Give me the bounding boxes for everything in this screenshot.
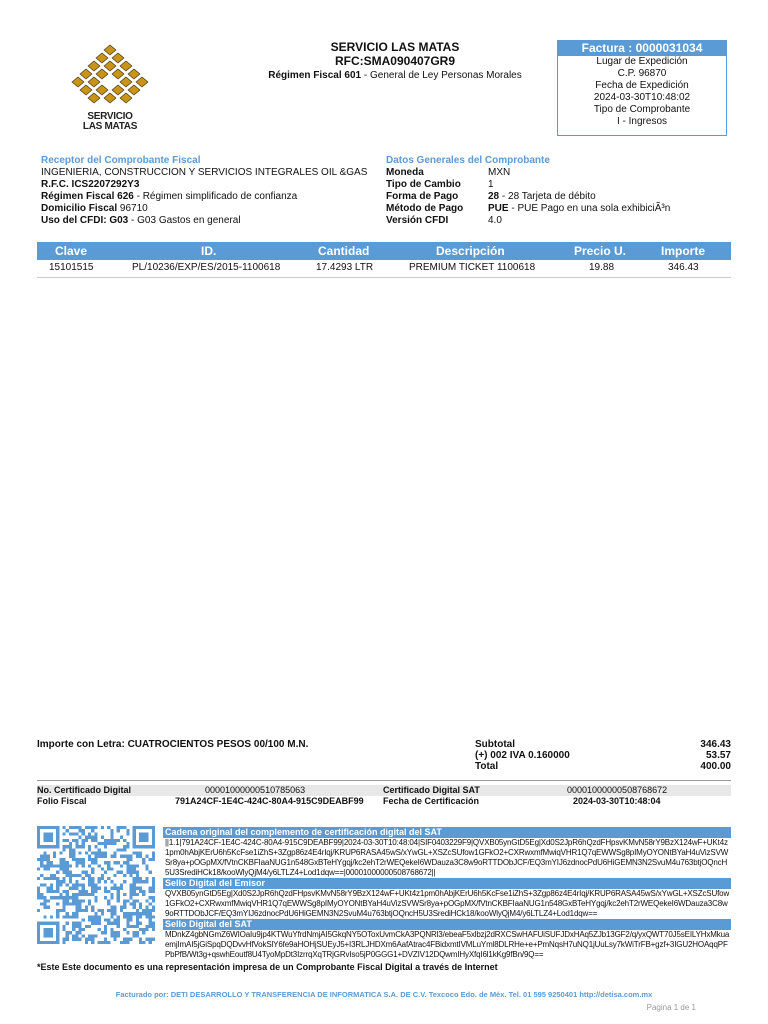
logo-diamond (120, 61, 132, 71)
cell-precio: 19.88 (589, 262, 615, 273)
logo-text-1: SERVICIO (87, 111, 133, 122)
datos-title: Datos Generales del Comprobante (386, 155, 550, 166)
col-descripcion: Descripción (436, 244, 505, 258)
footer-provider: Facturado por: DETI DESARROLLO Y TRANSFERENCIA DE INFORMATICA S.A. DE C.V. Texcoco Edo. de Méx. Tel. 01 595 9250401 http://detisa.com.mx (115, 990, 653, 999)
folio-value: 791A24CF-1E4C-424C-80A4-915C9DEABF99 (175, 796, 364, 806)
fecha-cert-value: 2024-03-30T10:48:04 (573, 796, 661, 806)
receptor-domicilio-value: 96710 (117, 203, 148, 214)
cert-sat-value: 00001000000508768672 (567, 785, 668, 795)
moneda-value: MXN (488, 167, 511, 178)
sello-emisor-text: QVXB05ynGtD5Eg|Xd0S2JpR6hQzdFHpsvKMvN58rY9BzX124wF+UKt4z1pm0hAbjKErU6h5KcFse1iZhS+3Zgp86z4E4rIqj/KRUP6RASA45wS/xYwGL+XSZcSUfow1GFkO2+CXRwxmfMwiqVHR1Q7qEWWSg8pIMyOYONtBYaH4uVizSVWSr8ya+pOGpMX/fVtnCKBFIaaNUG1n548GxBTeHYgqj/kc2ehT2rWEQekeI6WDauza3C8w9oRTTDObJCF/EQ3mYIJ6zdnocPdU6HiGEMN3N2SvuM4u763btjOQncH5U3SrediHCk18/kooWlyQjM4/y6LTLZ4+Lod1dqw== (165, 889, 730, 918)
tipo-comprobante: I - Ingresos (616, 116, 668, 127)
receptor-rfc-label: R.F.C. ICS2207292Y3 (41, 179, 140, 190)
cell-clave: 15101515 (49, 262, 94, 273)
iva-label: (+) 002 IVA 0.160000 (475, 750, 570, 761)
cert-sat-label: Certificado Digital SAT (383, 785, 480, 795)
logo-diamond (88, 77, 100, 87)
sello-sat-title: Sello Digital del SAT (163, 919, 731, 930)
qr-code (37, 826, 155, 944)
receptor-domicilio-label: Domicilio Fiscal (41, 203, 118, 214)
receptor-domicilio (41, 203, 381, 215)
forma-pago-label: Forma de Pago (386, 191, 459, 202)
logo-diamond (88, 93, 100, 103)
qr-code-graphic (37, 826, 155, 944)
tipo-cambio-value: 1 (488, 179, 494, 190)
qr-finder-marker (133, 826, 155, 848)
forma-pago-code: 28 (488, 191, 500, 202)
cert-row-1 (37, 785, 731, 796)
subtotal-row (475, 739, 731, 750)
sello-emisor-title: Sello Digital del Emisor (163, 878, 731, 889)
version-row (386, 215, 716, 227)
items-table-header (37, 242, 731, 260)
logo-text-2: LAS MATAS (82, 121, 138, 132)
company-logo (62, 44, 158, 140)
metodo-pago-row (386, 203, 716, 215)
tipo-cambio-row (386, 179, 716, 191)
logo-diamond (136, 77, 148, 87)
iva-value: 53.57 (705, 750, 731, 761)
metodo-pago-value: - PUE Pago en una sola exhibiciÃ³n (508, 203, 671, 214)
col-importe: Importe (661, 244, 706, 258)
fecha-cert-label: Fecha de Certificación (383, 796, 480, 806)
issuer-rfc: RFC:SMA090407GR9 (334, 54, 456, 68)
total-value: 400.00 (700, 761, 731, 772)
logo-diamond (112, 53, 124, 63)
qr-modules (37, 826, 155, 944)
receptor-section (41, 155, 381, 227)
logo-diamond (88, 61, 100, 71)
qr-finder-marker (37, 922, 59, 944)
tipo-comprobante-label: Tipo de Comprobante (593, 104, 691, 115)
digital-seals (163, 827, 731, 960)
table-row (37, 262, 731, 276)
version-label: Versión CFDI (386, 215, 449, 226)
cell-descripcion: PREMIUM TICKET 1100618 (409, 262, 536, 273)
subtotal-label: Subtotal (475, 739, 515, 750)
totals-block (475, 739, 731, 772)
logo-diamond (80, 85, 92, 95)
total-row (475, 761, 731, 772)
logo-diamond (80, 69, 92, 79)
logo-diamond (72, 77, 84, 87)
cell-importe: 346.43 (668, 262, 699, 273)
receptor-name: INGENIERIA, CONSTRUCCION Y SERVICIOS INTEGRALES OIL &GAS (41, 167, 368, 178)
folio-label: Folio Fiscal (37, 796, 87, 806)
cert-row-2 (37, 796, 731, 807)
invoice-number: Factura : 0000031034 (558, 41, 726, 56)
lugar-expedicion-cp: C.P. 96870 (617, 68, 667, 79)
receptor-regimen-label: Régimen Fiscal 626 (41, 191, 134, 202)
logo-diamond (104, 93, 116, 103)
logo-diamond (128, 69, 140, 79)
total-label: Total (475, 761, 499, 772)
issuer-header (210, 40, 580, 83)
fecha-expedicion: 2024-03-30T10:48:02 (593, 92, 691, 103)
fecha-expedicion-label: Fecha de Expedición (595, 80, 689, 91)
col-cantidad: Cantidad (318, 244, 370, 258)
no-cert-label: No. Certificado Digital (37, 785, 132, 795)
receptor-rfc (41, 179, 381, 191)
logo-diamond (120, 77, 132, 87)
col-precio: Precio U. (574, 244, 627, 258)
receptor-regimen (41, 191, 381, 203)
logo-diamond (128, 85, 140, 95)
issuer-regimen (210, 69, 580, 83)
logo-diamond (104, 61, 116, 71)
receptor-uso-label: Uso del CFDI: G03 (41, 215, 129, 226)
cadena-original-text: ||1.1|791A24CF-1E4C-424C-80A4-915C9DEABF99|2024-03-30T10:48:04|SIF0403229F9|QVXB05ynGtD5Eg|Xd0S2JpR6hQzdFHpsvKMvN58rY9BzX124wF+UKt4z1pm0hAbjKErU6h5KcFse1iZhS+3Zgp86z4E4rIqj/KRUP6RASA45wS/xYwGL+XSZcSUfow1GFkO2+CXRwxmfMwiqVHR1Q7qEWWSg8pIMyOYONtBYaH4uVizSVWSr8ya+pOGpMX/fVtnCKBFIaaNUG1n548GxBTeHYgqj/kc2ehT2rWEQekeI6WDauza3C8w9oRTTDObJCF/EQ3mYIJ6zdnocPdU6HiGEMN3N2SvuM4u763btjOQncH5U3SrediHCk18/kooWlyQjM4/y6LTLZ4+Lod1dqw==|00001000000508768672|| (165, 838, 729, 877)
col-clave: Clave (55, 244, 88, 258)
logo-diamond (112, 85, 124, 95)
cell-id: PL/10236/EXP/ES/2015-1100618 (132, 262, 281, 273)
no-cert-value: 00001000000510785063 (205, 785, 306, 795)
issuer-name: SERVICIO LAS MATAS (330, 40, 460, 54)
receptor-uso-text: - G03 Gastos en general (128, 215, 241, 226)
receptor-regimen-text: - Régimen simplificado de confianza (133, 191, 298, 202)
moneda-label: Moneda (386, 167, 424, 178)
moneda-row (386, 167, 716, 179)
metodo-pago-label: Método de Pago (386, 203, 464, 214)
lugar-expedicion-label: Lugar de Expedición (596, 56, 688, 67)
qr-finder-marker (37, 826, 59, 848)
legal-notice: *Este Este documento es una representación impresa de un Comprobante Fiscal Digital a través de Internet (37, 962, 498, 972)
sello-sat-text: MDnkZ4gbNGmZ6WIOaIu9jp4KTWuYfrdNmjAI5GkqNY5OToxUvmCkA3PQNRl3/ebeaF5xlbzj2dRXCSwHAFUiSUFJDxHAq5ZJb13GF2/q/yxQWT70J5sEILYHxMkuaemjImAI5jGiSpqDQDvvHfVokSlY6fe9aHOHjSUEyJ5+I3RLJHDXm6AafAtrac4FBidxmtIVMLuYml8DLRHe+e+PmNqsH7uNQ1jUuLsy7kWiTrFB+gzf+3IGU2HOAqqPFPbPfB/Wt3g+qswhEoutf8U4TyoMpDt3IzrrqXqTRjGRvIso5jP0GGG1+DVZIV12DQwmIHyXfqI6l1kKg9fBn/9Q== (165, 930, 730, 959)
logo-diamond (96, 69, 108, 79)
logo-diamond (120, 93, 132, 103)
logo-diamond (96, 53, 108, 63)
invoice-info-box (557, 40, 727, 136)
issuer-regimen-label: Régimen Fiscal 601 (268, 70, 362, 81)
totals-divider (37, 780, 731, 781)
datos-generales-section (386, 155, 716, 227)
forma-pago-row (386, 191, 716, 203)
receptor-title: Receptor del Comprobante Fiscal (41, 155, 201, 166)
page-number: Pagina 1 de 1 (646, 1003, 696, 1012)
metodo-pago-code: PUE (488, 203, 509, 214)
subtotal-value: 346.43 (700, 739, 731, 750)
issuer-regimen-text: - General de Ley Personas Morales (361, 70, 522, 81)
cell-cantidad: 17.4293 LTR (316, 262, 374, 273)
version-value: 4.0 (488, 215, 502, 226)
certificate-table (37, 785, 731, 807)
logo-diamond (112, 69, 124, 79)
logo-diamond (96, 85, 108, 95)
iva-row (475, 750, 731, 761)
tipo-cambio-label: Tipo de Cambio (386, 179, 461, 190)
importe-con-letra: Importe con Letra: CUATROCIENTOS PESOS 00/100 M.N. (37, 739, 309, 750)
forma-pago-value: - 28 Tarjeta de débito (499, 191, 596, 202)
table-divider (37, 277, 731, 278)
col-id: ID. (201, 244, 217, 258)
receptor-uso-cfdi (41, 215, 381, 227)
cadena-original-title: Cadena original del complemento de certificación digital del SAT (163, 827, 731, 838)
logo-diamond (104, 45, 116, 55)
